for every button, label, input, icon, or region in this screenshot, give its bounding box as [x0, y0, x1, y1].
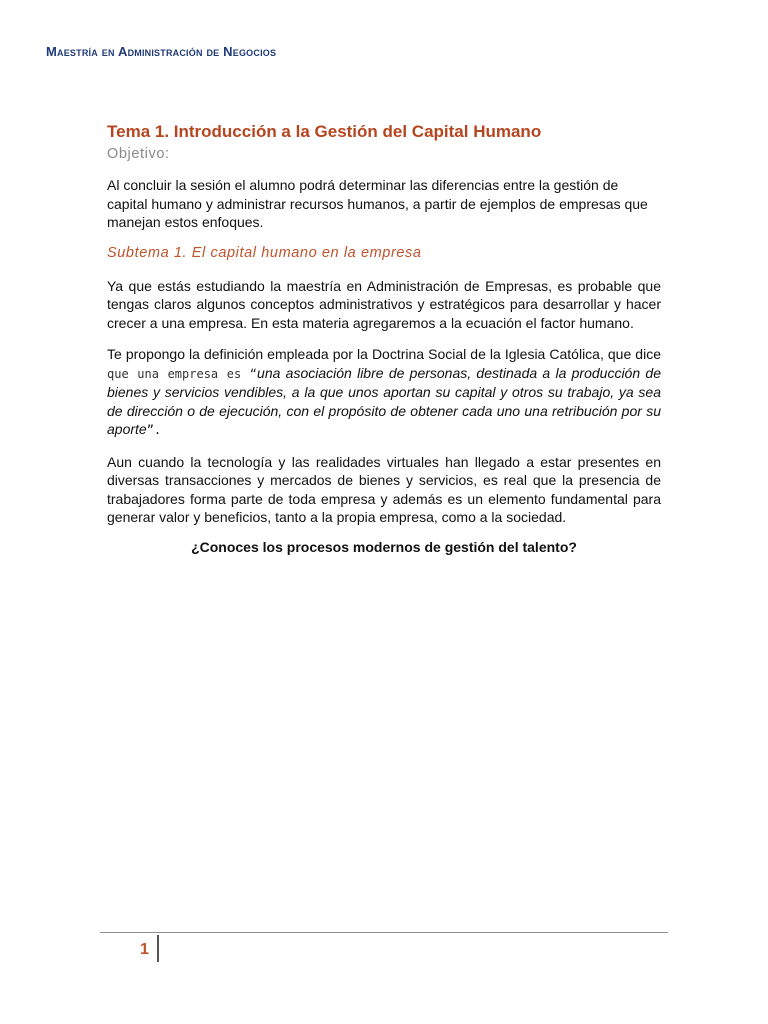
- objective-label: Objetivo:: [107, 146, 170, 162]
- page-number: 1: [140, 941, 149, 958]
- subtopic-title: Subtema 1. El capital humano en la empresa: [107, 244, 422, 261]
- objective-text: Al concluir la sesión el alumno podrá determinar las diferencias entre la gestión de capital humano y administrar recursos humanos, a partir de ejemplos de empresas que manejan estos enfoques.: [107, 177, 648, 230]
- definition-quote: una asociación libre de personas, destinada a la producción de bienes y servicios vendibles, a la que unos aportan su capital y otros su trabajo, ya sea de dirección o de ejecución, con el propósito de obtener cada uno una retribución por su aporte: [107, 364, 661, 437]
- paragraph-intro: Ya que estás estudiando la maestría en Administración de Empresas, es probable que tengas claros algunos conceptos administrativos y estratégicos para desarrollar y hacer crecer a una empresa. En esta materia agregaremos a la ecuación el factor humano.: [107, 277, 661, 331]
- paragraph-definition: [107, 345, 661, 440]
- question-heading: ¿Conoces los procesos modernos de gestión del talento?: [191, 538, 577, 555]
- paragraph-technology: Aun cuando la tecnología y las realidades virtuales han llegado a estar presentes en diversas transacciones y mercados de bienes y servicios, es real que la presencia de trabajadores forma parte de toda empresa y además es un elemento fundamental para generar valor y beneficios, tanto a la propia empresa, como a la sociedad.: [107, 453, 661, 525]
- definition-end: ”.: [146, 423, 162, 437]
- document-body: [107, 122, 661, 555]
- definition-intro: Te propongo la definición empleada por la Doctrina Social de la Iglesia Católica, que dice: [107, 346, 661, 362]
- definition-lead: que una empresa es “: [107, 366, 258, 381]
- page-number-bar: [157, 935, 159, 962]
- topic-title: Tema 1. Introducción a la Gestión del Capital Humano: [107, 122, 542, 141]
- document-header: Maestría en Administración de Negocios: [46, 44, 277, 59]
- footer-divider: [100, 932, 668, 933]
